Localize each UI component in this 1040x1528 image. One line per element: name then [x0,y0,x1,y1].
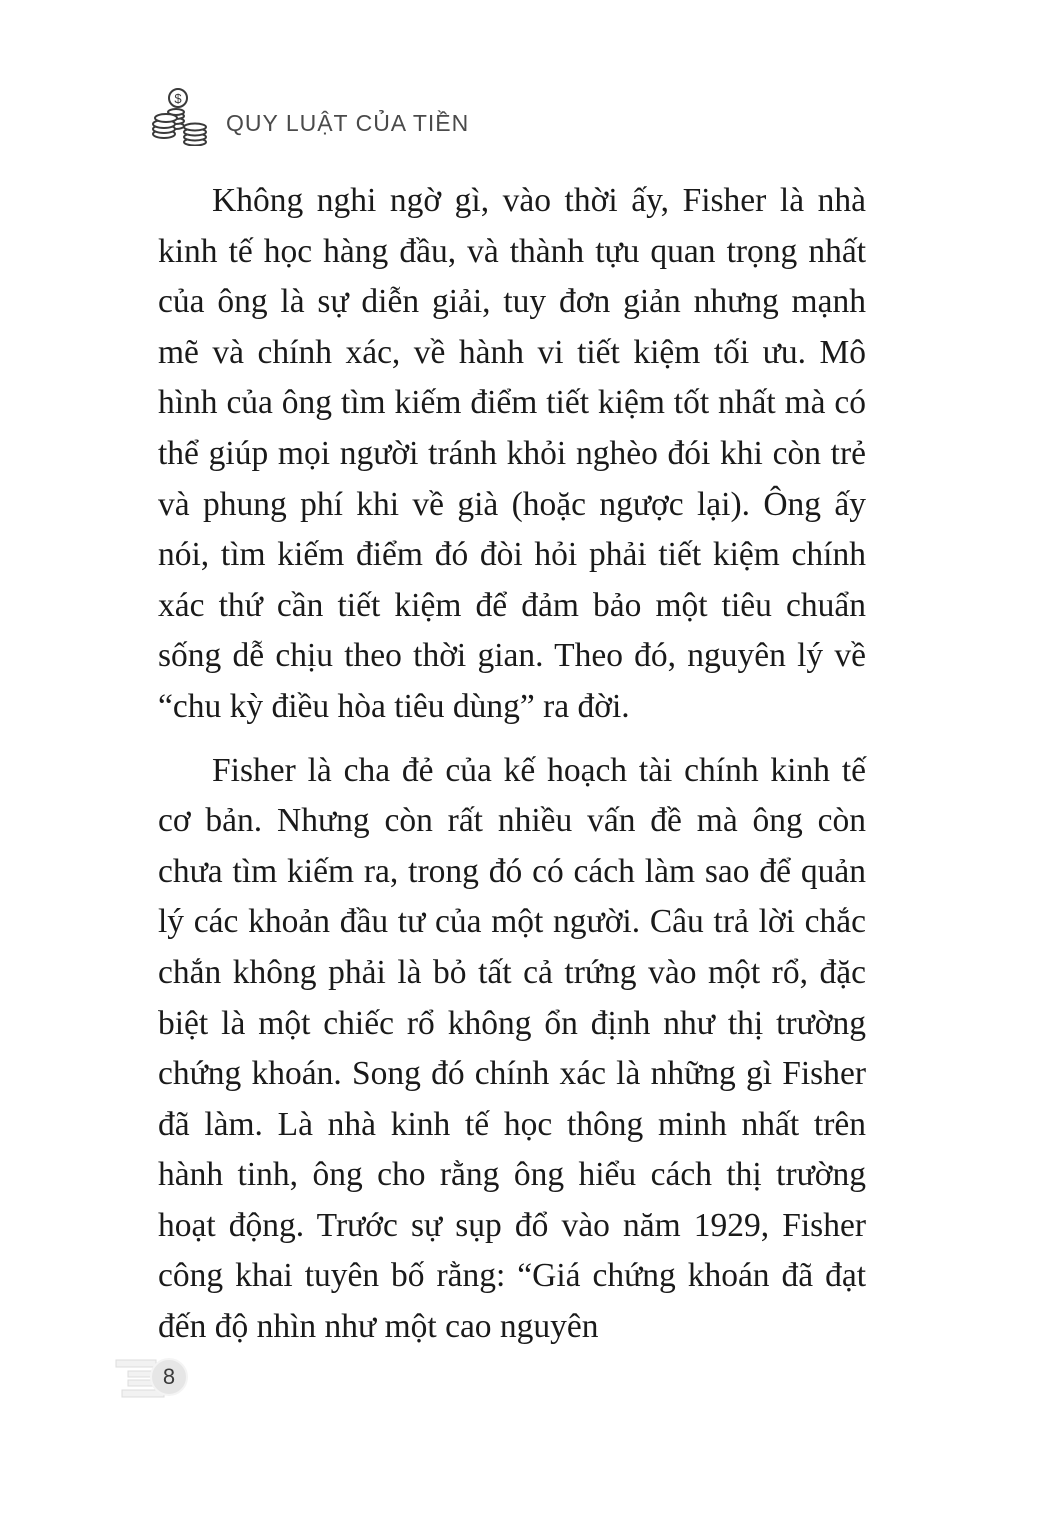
coins-stack-dollar-icon [150,86,210,146]
body-text [158,176,866,1366]
paragraph: Không nghi ngờ gì, vào thời ấy, Fisher là nhà kinh tế học hàng đầu, và thành tựu quan trọng nhất của ông là sự diễn giải, tuy đơn giản nhưng mạnh mẽ và chính xác, về hành vi tiết kiệm tối ưu. Mô hình của ông tìm kiếm điểm tiết kiệm tốt nhất mà có thể giúp mọi người tránh khỏi nghèo đói khi còn trẻ và phung phí khi về già (hoặc ngược lại). Ông ấy nói, tìm kiếm điểm đó đòi hỏi phải tiết kiệm chính xác thứ cần tiết kiệm để đảm bảo một tiêu chuẩn sống dễ chịu theo thời gian. Theo đó, nguyên lý về “chu kỳ điều hòa tiêu dùng” ra đời. [158,182,866,725]
running-header [150,86,469,146]
running-header-title: QUY LUẬT CỦA TIỀN [226,109,470,136]
page-number: 8 [150,1358,188,1396]
paragraph: Fisher là cha đẻ của kế hoạch tài chính kinh tế cơ bản. Nhưng còn rất nhiều vấn đề mà ông còn chưa tìm kiếm ra, trong đó có cách làm sao để quản lý các khoản đầu tư của một người. Câu trả lời chắc chắn không phải là bỏ tất cả trứng vào một rổ, đặc biệt là một chiếc rổ không ổn định như thị trường chứng khoán. Song đó chính xác là những gì Fisher đã làm. Là nhà kinh tế học thông minh nhất trên hành tinh, ông cho rằng ông hiểu cách thị trường hoạt động. Trước sự sụp đổ vào năm 1929, Fisher công khai tuyên bố rằng: “Giá chứng khoán đã đạt đến độ nhìn như một cao nguyên [158,751,866,1346]
svg-text:$: $ [174,91,182,106]
page-footer [114,1356,194,1404]
